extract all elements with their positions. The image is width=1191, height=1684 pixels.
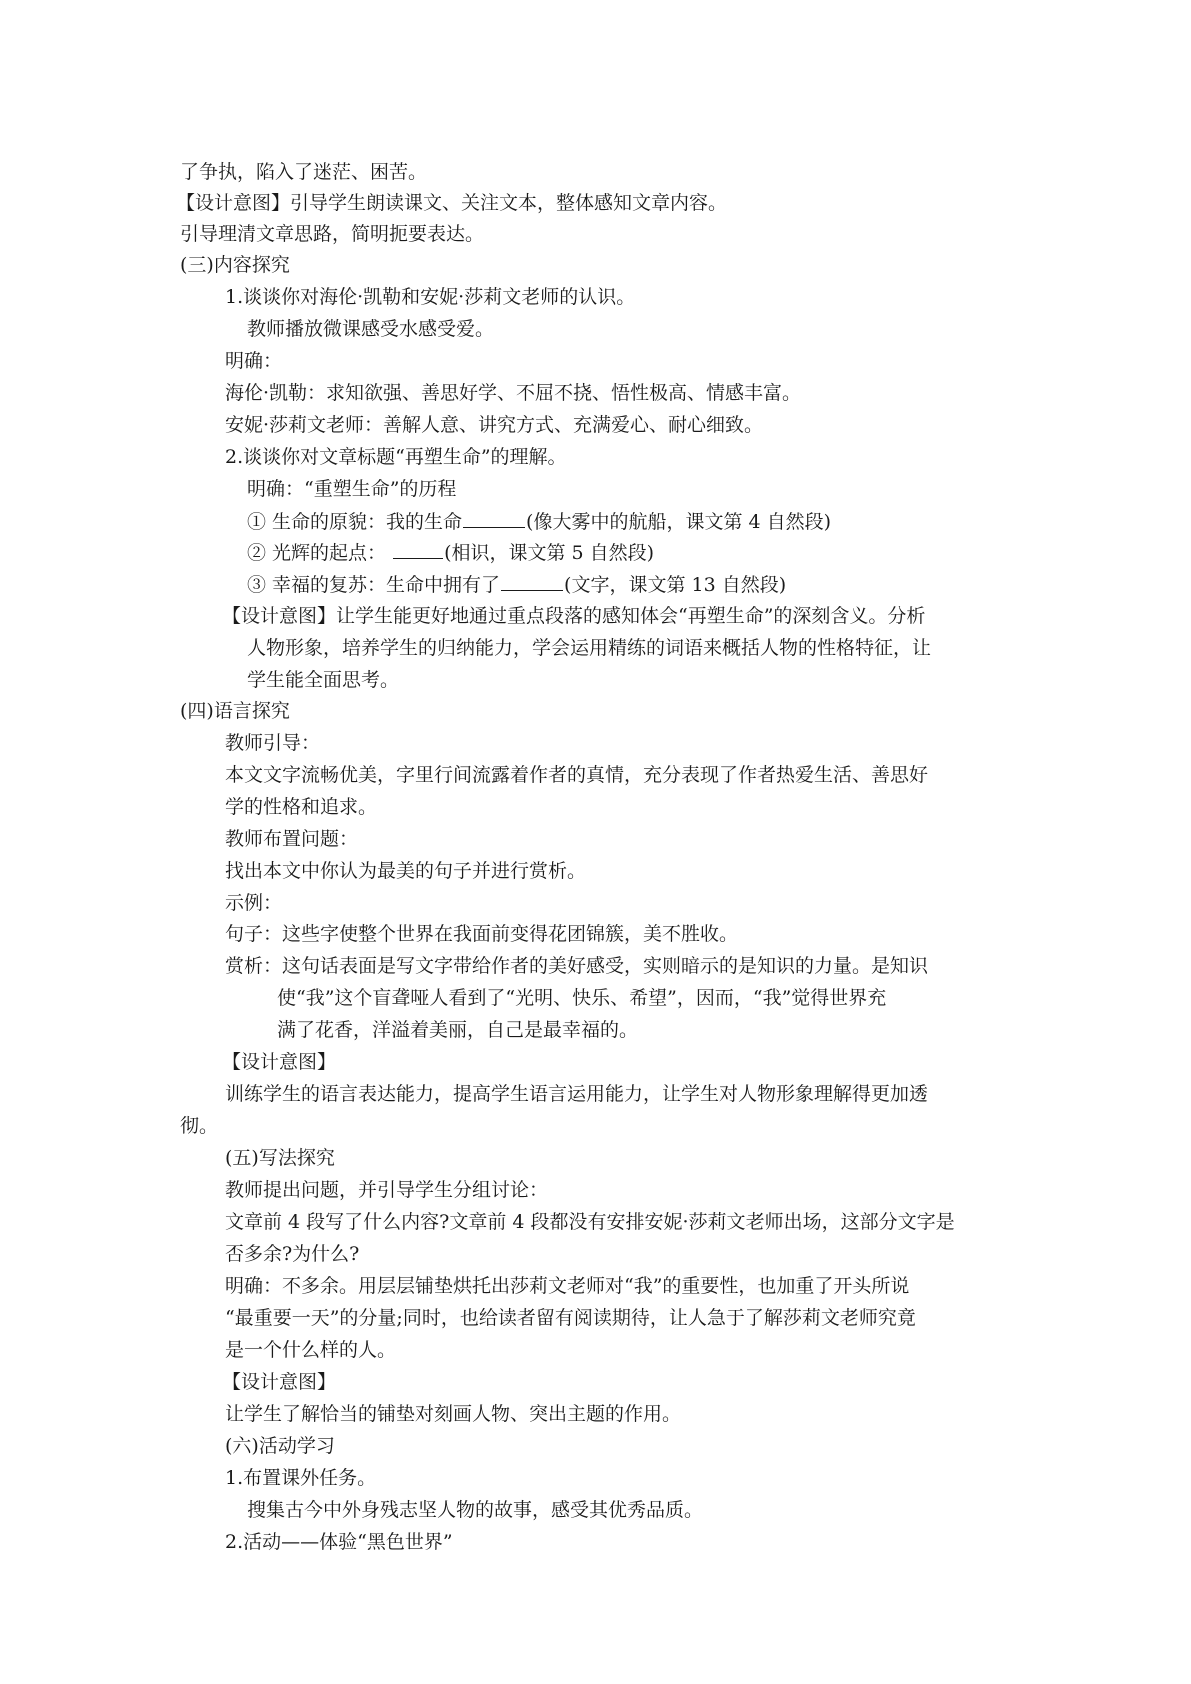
- design-intent-heading: 【设计意图】: [222, 1371, 337, 1393]
- question-line: 2.谈谈你对文章标题“再塑生命”的理解。: [225, 446, 567, 468]
- list-item-label: ③ 幸福的复苏：生命中拥有了: [247, 574, 501, 596]
- list-item-label: ② 光辉的起点：: [247, 542, 387, 564]
- list-item: [247, 540, 654, 565]
- analysis-line: 满了花香，洋溢着美丽，自己是最幸福的。: [277, 1019, 639, 1041]
- paragraph-line: 了争执，陷入了迷茫、困苦。: [180, 161, 428, 183]
- paragraph-line: 教师布置问题：: [225, 828, 359, 850]
- paragraph-line: 引导理清文章思路，简明扼要表达。: [180, 223, 485, 245]
- paragraph-line: 安妮·莎莉文老师：善解人意、讲究方式、充满爱心、耐心细致。: [225, 414, 764, 436]
- paragraph-line: 本文文字流畅优美，字里行间流露着作者的真情，充分表现了作者热爱生活、善思好: [225, 764, 929, 786]
- paragraph-line: 让学生了解恰当的铺垫对刻画人物、突出主题的作用。: [225, 1403, 682, 1425]
- list-item: [247, 572, 786, 597]
- paragraph-line: 教师引导：: [225, 732, 321, 754]
- paragraph-line: 教师提出问题，并引导学生分组讨论：: [225, 1179, 549, 1201]
- list-item-note: (相识，课文第 5 自然段): [444, 542, 655, 564]
- design-intent-line: 【设计意图】让学生能更好地通过重点段落的感知体会“再塑生命”的深刻含义。分析: [222, 605, 926, 627]
- paragraph-line: 是一个什么样的人。: [225, 1339, 397, 1361]
- example-sentence: 句子：这些字使整个世界在我面前变得花团锦簇，美不胜收。: [225, 923, 739, 945]
- section-heading: (六)活动学习: [225, 1435, 335, 1457]
- section-heading: (四)语言探究: [180, 700, 290, 722]
- list-item: [247, 509, 831, 534]
- paragraph-line: 人物形象，培养学生的归纳能力，学会运用精练的词语来概括人物的性格特征，让: [247, 637, 932, 659]
- fill-in-blank: [393, 540, 443, 559]
- paragraph-line: 学生能全面思考。: [247, 669, 400, 691]
- fill-in-blank: [463, 509, 525, 528]
- paragraph-line: 彻。: [180, 1115, 219, 1137]
- fill-in-blank: [501, 572, 563, 591]
- task-line: 2.活动——体验“黑色世界”: [225, 1531, 453, 1553]
- analysis-line: 赏析：这句话表面是写文字带给作者的美好感受，实则暗示的是知识的力量。是知识: [225, 955, 929, 977]
- design-intent-heading: 【设计意图】: [222, 1051, 337, 1073]
- section-heading: (五)写法探究: [225, 1147, 335, 1169]
- paragraph-line: 海伦·凯勒：求知欲强、善思好学、不屈不挠、悟性极高、情感丰富。: [225, 382, 802, 404]
- task-line: 1.布置课外任务。: [225, 1467, 377, 1489]
- paragraph-line: 示例：: [225, 892, 283, 914]
- list-item-label: ① 生命的原貌：我的生命: [247, 511, 463, 533]
- paragraph-line: 明确：不多余。用层层铺垫烘托出莎莉文老师对“我”的重要性，也加重了开头所说: [225, 1275, 910, 1297]
- paragraph-line: 教师播放微课感受水感受爱。: [247, 318, 495, 340]
- design-intent-line: 【设计意图】引导学生朗读课文、关注文本，整体感知文章内容。: [176, 192, 728, 214]
- paragraph-line: 找出本文中你认为最美的句子并进行赏析。: [225, 860, 587, 882]
- paragraph-line: “最重要一天”的分量;同时，也给读者留有阅读期待，让人急于了解莎莉文老师究竟: [225, 1307, 916, 1329]
- paragraph-line: 搜集古今中外身残志坚人物的故事，感受其优秀品质。: [247, 1499, 704, 1521]
- section-heading: (三)内容探究: [180, 254, 290, 276]
- paragraph-line: 否多余?为什么?: [225, 1243, 360, 1265]
- question-line: 1.谈谈你对海伦·凯勒和安妮·莎莉文老师的认识。: [225, 286, 636, 308]
- list-item-note: (像大雾中的航船，课文第 4 自然段): [526, 511, 832, 533]
- paragraph-line: 文章前 4 段写了什么内容?文章前 4 段都没有安排安妮·莎莉文老师出场，这部分文字是: [225, 1211, 955, 1233]
- paragraph-line: 学的性格和追求。: [225, 796, 378, 818]
- paragraph-line: 训练学生的语言表达能力，提高学生语言运用能力，让学生对人物形象理解得更加透: [225, 1083, 929, 1105]
- paragraph-line: 明确：“重塑生命”的历程: [247, 478, 457, 500]
- paragraph-line: 明确：: [225, 350, 283, 372]
- analysis-line: 使“我”这个盲聋哑人看到了“光明、快乐、希望”，因而，“我”觉得世界充: [277, 987, 887, 1009]
- list-item-note: (文字，课文第 13 自然段): [564, 574, 787, 596]
